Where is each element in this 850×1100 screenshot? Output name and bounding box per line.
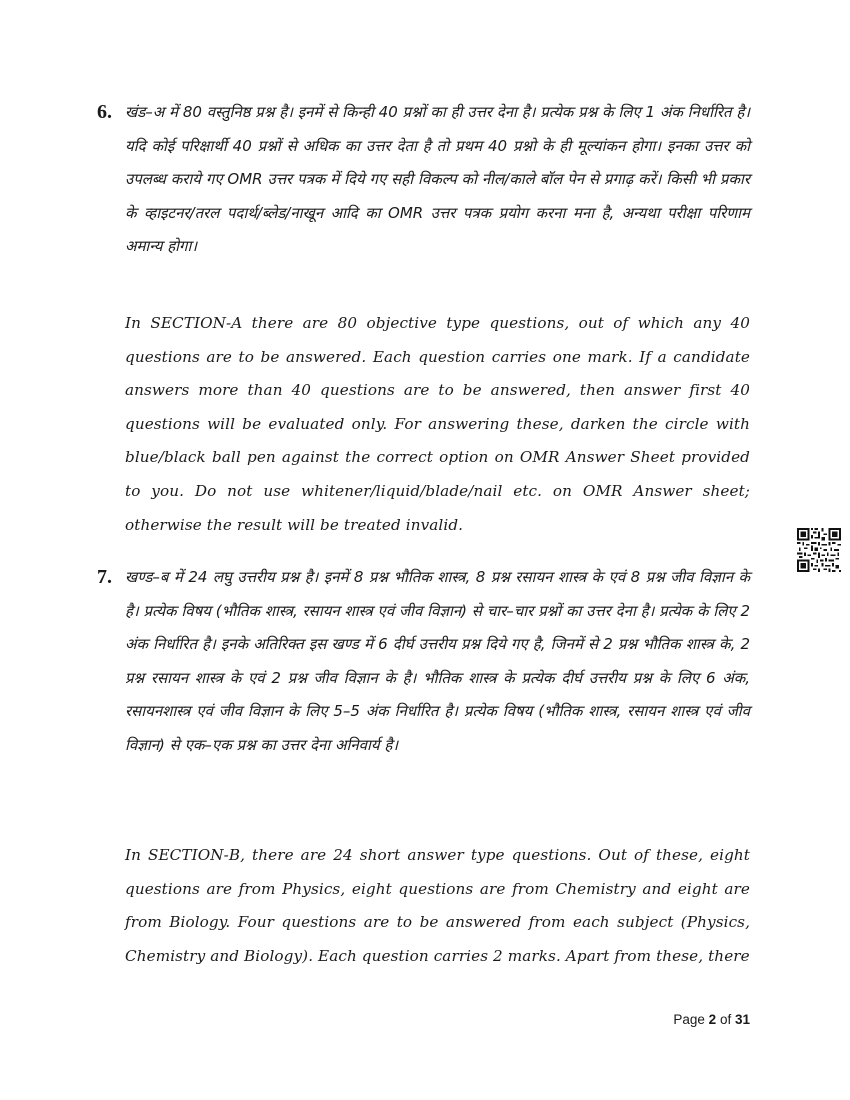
- page-label: Page: [673, 1012, 705, 1027]
- item-number: 7.: [97, 566, 112, 588]
- qr-code-icon: [797, 528, 841, 572]
- instruction-hindi-text: खण्ड–ब में 24 लघु उत्तरीय प्रश्न है। इनमें 8 प्रश्न भौतिक शास्त्र, 8 प्रश्न रसायन शास्त्र के एवं 8 प्रश्न जीव विज्ञान के है। प्रत्येक विषय (भौतिक शास्त्र, रसायन शास्त्र एवं जीव विज्ञान) से चार–चार प्रश्नों का उत्तर देना है। प्रत्येक के लिए 2 अंक निर्धारित है। इनके अतिरिक्त इस खण्ड में 6 दीर्घ उत्तरीय प्रश्न दिये गए है, जिनमें से 2 प्रश्न भौतिक शास्त्र के, 2 प्रश्न रसायन शास्त्र के एवं 2 प्रश्न जीव विज्ञान के है। भौतिक शास्त्र के प्रत्येक दीर्घ उत्तरीय प्रश्न के लिए 6 अंक, रसायनशास्त्र एवं जीव विज्ञान के लिए 5–5 अंक निर्धारित है। प्रत्येक विषय (भौतिक शास्त्र, रसायन शास्त्र एवं जीव विज्ञान) से एक–एक प्रश्न का उत्तर देना अनिवार्य है।: [125, 568, 750, 754]
- current-page-number: 2: [708, 1012, 717, 1027]
- total-pages-number: 31: [734, 1012, 750, 1027]
- instruction-hindi-text: खंड–अ में 80 वस्तुनिष्ठ प्रश्न है। इनमें से किन्ही 40 प्रश्नों का ही उत्तर देना है। प्रत्येक प्रश्न के लिए 1 अंक निर्धारित है। यदि कोई परिक्षार्थी 40 प्रश्नों से अधिक का उत्तर देता है तो प्रथम 40 प्रश्नो के ही मूल्यांकन होगा। इनका उत्तर को उपलब्ध कराये गए OMR उत्तर पत्रक में दिये गए सही विकल्प को नील/काले बॉल पेन से प्रगाढ़ करें। किसी भी प्रकार के व्हाइटनर/तरल पदार्थ/ब्लेड/नाखून आदि का OMR उत्तर पत्रक प्रयोग करना मना है, अन्यथा परीक्षा परिणाम अमान्य होगा।: [125, 103, 750, 256]
- instruction-english-text: In SECTION-A there are 80 objective type questions, out of which any 40 questions are to be answered. Each question carries one mark. If a candidate answers more than 40 questions are to be answered, then answer first 40 questions will be evaluated only. For answering these, darken the circle with blue/black ball pen against the correct option on OMR Answer Sheet provided to you. Do not use whitener/liquid/blade/nail etc. on OMR Answer sheet; otherwise the result will be treated invalid.: [125, 314, 750, 534]
- page-footer: [600, 1012, 750, 1027]
- instruction-english-text: In SECTION-B, there are 24 short answer type questions. Out of these, eight questions are from Physics, eight questions are from Chemistry and eight are from Biology. Four questions are to be answered from each subject (Physics, Chemistry and Biology). Each question carries 2 marks. Apart from these, there: [125, 846, 750, 965]
- item-number: 6.: [97, 101, 112, 123]
- of-label: of: [719, 1012, 732, 1027]
